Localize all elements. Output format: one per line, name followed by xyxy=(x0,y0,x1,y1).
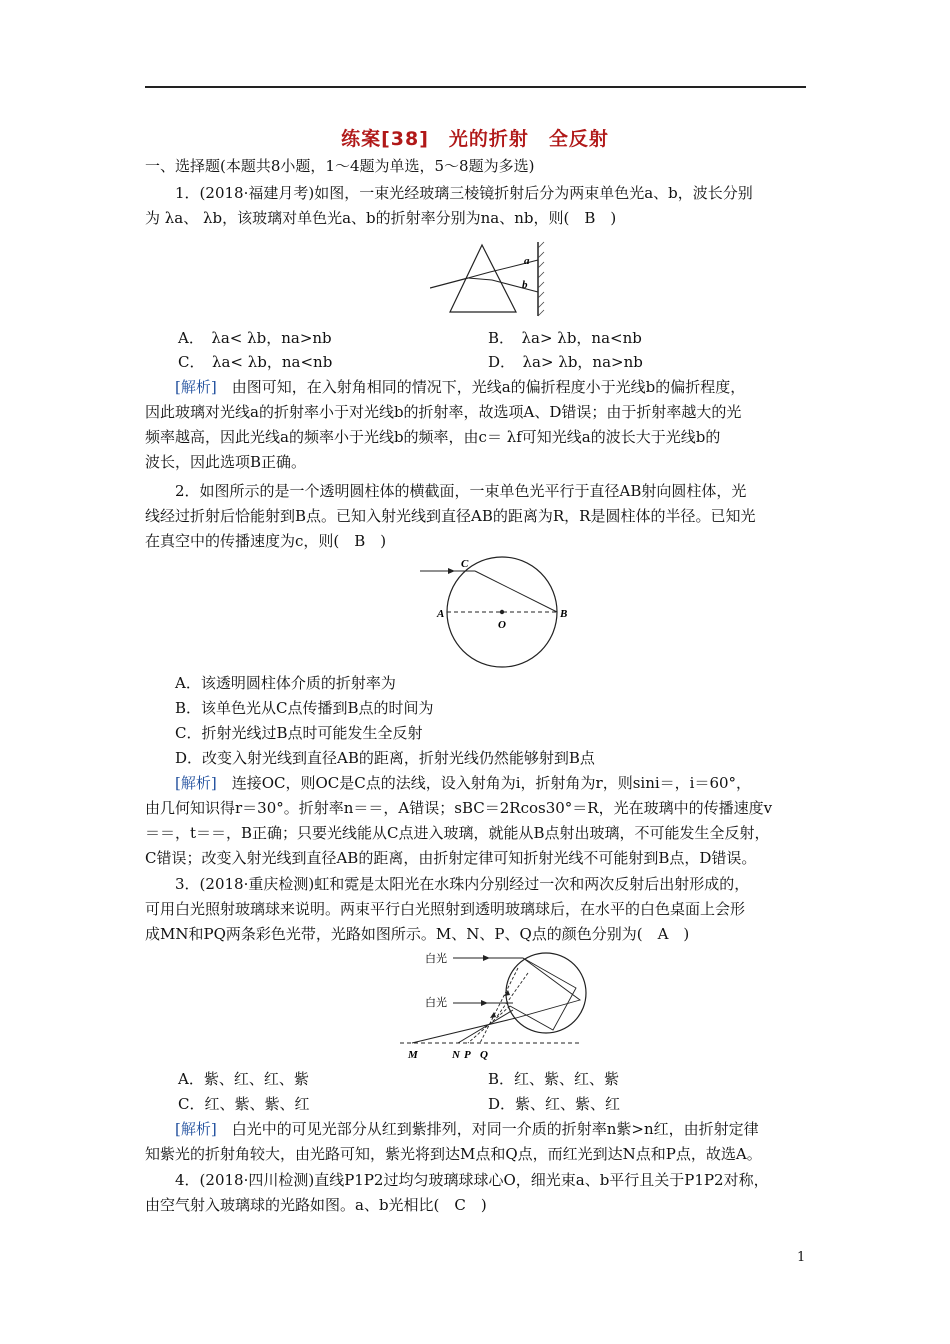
label-q: Q xyxy=(480,1049,488,1061)
label-o: O xyxy=(498,619,506,631)
label-white-light-1: 白光 xyxy=(425,953,447,965)
q2-stem-line-3: 在真空中的传播速度为c，则( B ) xyxy=(145,532,387,550)
analysis-tag: [解析] xyxy=(175,1120,217,1138)
q1-option-c: C． λa< λb，na<nb xyxy=(178,353,333,371)
ray-b xyxy=(468,278,538,292)
q1-option-b: B． λa> λb，na<nb xyxy=(488,329,642,347)
q1-option-d: D． λa> λb，na>nb xyxy=(488,353,643,371)
analysis-tag: [解析] xyxy=(175,378,217,396)
label-m: M xyxy=(408,1049,418,1061)
q4-stem-line-2: 由空气射入玻璃球的光路如图。a、b光相比( C ) xyxy=(145,1196,487,1214)
q3-option-a: A．紫、红、红、紫 xyxy=(178,1070,309,1088)
label-p: P xyxy=(464,1049,471,1061)
q3-stem-line-1: 3．(2018·重庆检测)虹和霓是太阳光在水珠内分别经过一次和两次反射后出射形成的， xyxy=(175,875,750,893)
glass-sphere-figure xyxy=(398,948,588,1064)
ray-to-q xyxy=(480,968,518,1043)
q2-option-d: D．改变入射光线到直径AB的距离，折射光线仍然能够射到B点 xyxy=(175,749,595,767)
q3-stem-line-3: 成MN和PQ两条彩色光带，光路如图所示。M、N、P、Q点的颜色分别为( A ) xyxy=(145,925,690,943)
label-white-light-2: 白光 xyxy=(425,997,447,1009)
q2-option-a: A．该透明圆柱体介质的折射率为 xyxy=(175,674,396,692)
analysis-tag: [解析] xyxy=(175,774,217,792)
q3-option-d: D．紫、红、紫、红 xyxy=(488,1095,621,1113)
q2-analysis-line-1: [解析] 连接OC，则OC是C点的法线，设入射角为i，折射角为r，则sini＝，i＝60°， xyxy=(175,774,752,792)
page-title: 练案[38] 光的折射 全反射 xyxy=(341,128,609,150)
label-a: a xyxy=(524,255,530,267)
page-number: 1 xyxy=(797,1250,806,1265)
ray-to-p xyxy=(468,1006,510,1043)
q2-analysis-line-4: C错误；改变入射光线到直径AB的距离，由折射定律可知折射光线不可能射到B点，D错误。 xyxy=(145,849,757,867)
q4-stem-line-1: 4．(2018·四川检测)直线P1P2过均匀玻璃球球心O，细光束a、b平行且关于P1P2对称， xyxy=(175,1171,769,1189)
q2-analysis-line-3: ＝＝，t＝＝，B正确；只要光线能从C点进入玻璃，就能从B点射出玻璃，不可能发生全反射， xyxy=(145,824,770,842)
label-a-point: A xyxy=(437,608,445,620)
q1-analysis-line-3: 频率越高，因此光线a的频率小于光线b的频率，由c＝ λf可知光线a的波长大于光线b的 xyxy=(145,428,721,446)
q1-analysis-line-4: 波长，因此选项B正确。 xyxy=(145,453,307,471)
label-c: C xyxy=(461,558,469,570)
prism-shape xyxy=(450,245,516,312)
label-n: N xyxy=(452,1049,460,1061)
center-dot xyxy=(500,610,504,614)
q3-analysis-line-1: [解析] 白光中的可见光部分从红到紫排列，对同一介质的折射率n紫>n红，由折射定律 xyxy=(175,1120,759,1138)
q3-stem-line-2: 可用白光照射玻璃球来说明。两束平行白光照射到透明玻璃球后，在水平的白色桌面上会形 xyxy=(145,900,746,918)
q3-option-b: B．红、紫、红、紫 xyxy=(488,1070,620,1088)
cylinder-figure xyxy=(415,555,575,675)
q2-option-c: C．折射光线过B点时可能发生全反射 xyxy=(175,724,423,742)
arrow-head xyxy=(448,568,455,574)
q1-stem-line-2: 为 λa、 λb，该玻璃对单色光a、b的折射率分别为na、nb，则( B ) xyxy=(145,209,617,227)
header-rule xyxy=(145,86,806,88)
q3-option-c: C．红、紫、紫、红 xyxy=(178,1095,310,1113)
q3-analysis-line-2: 知紫光的折射角较大，由光路可知，紫光将到达M点和Q点，而红光到达N点和P点，故选A。 xyxy=(145,1145,762,1163)
glass-sphere xyxy=(506,953,586,1033)
label-b-point: B xyxy=(560,608,568,620)
q2-stem-line-2: 线经过折射后恰能射到B点。已知入射光线到直径AB的距离为R，R是圆柱体的半径。已知光 xyxy=(145,507,756,525)
q1-option-a: A． λa< λb，na>nb xyxy=(178,329,332,347)
prism-figure xyxy=(430,240,550,320)
section-heading: 一、选择题(本题共8小题，1～4题为单选，5～8题为多选) xyxy=(145,157,535,175)
q1-analysis-line-1: [解析] 由图可知，在入射角相同的情况下，光线a的偏折程度小于光线b的偏折程度， xyxy=(175,378,746,396)
q1-analysis-line-2: 因此玻璃对光线a的折射率小于对光线b的折射率，故选项A、D错误；由于折射率越大的光 xyxy=(145,403,742,421)
ray-to-n xyxy=(458,1010,513,1043)
q2-analysis-line-2: 由几何知识得r＝30°。折射率n＝＝，A错误；sBC＝2Rcos30°＝R，光在玻璃中的传播速度v xyxy=(145,799,773,817)
q1-stem-line-1: 1．(2018·福建月考)如图，一束光经玻璃三棱镜折射后分为两束单色光a、b，波长分别 xyxy=(175,184,753,202)
label-b: b xyxy=(522,279,528,291)
q2-stem-line-1: 2．如图所示的是一个透明圆柱体的横截面，一束单色光平行于直径AB射向圆柱体，光 xyxy=(175,482,747,500)
q2-option-b: B．该单色光从C点传播到B点的时间为 xyxy=(175,699,434,717)
